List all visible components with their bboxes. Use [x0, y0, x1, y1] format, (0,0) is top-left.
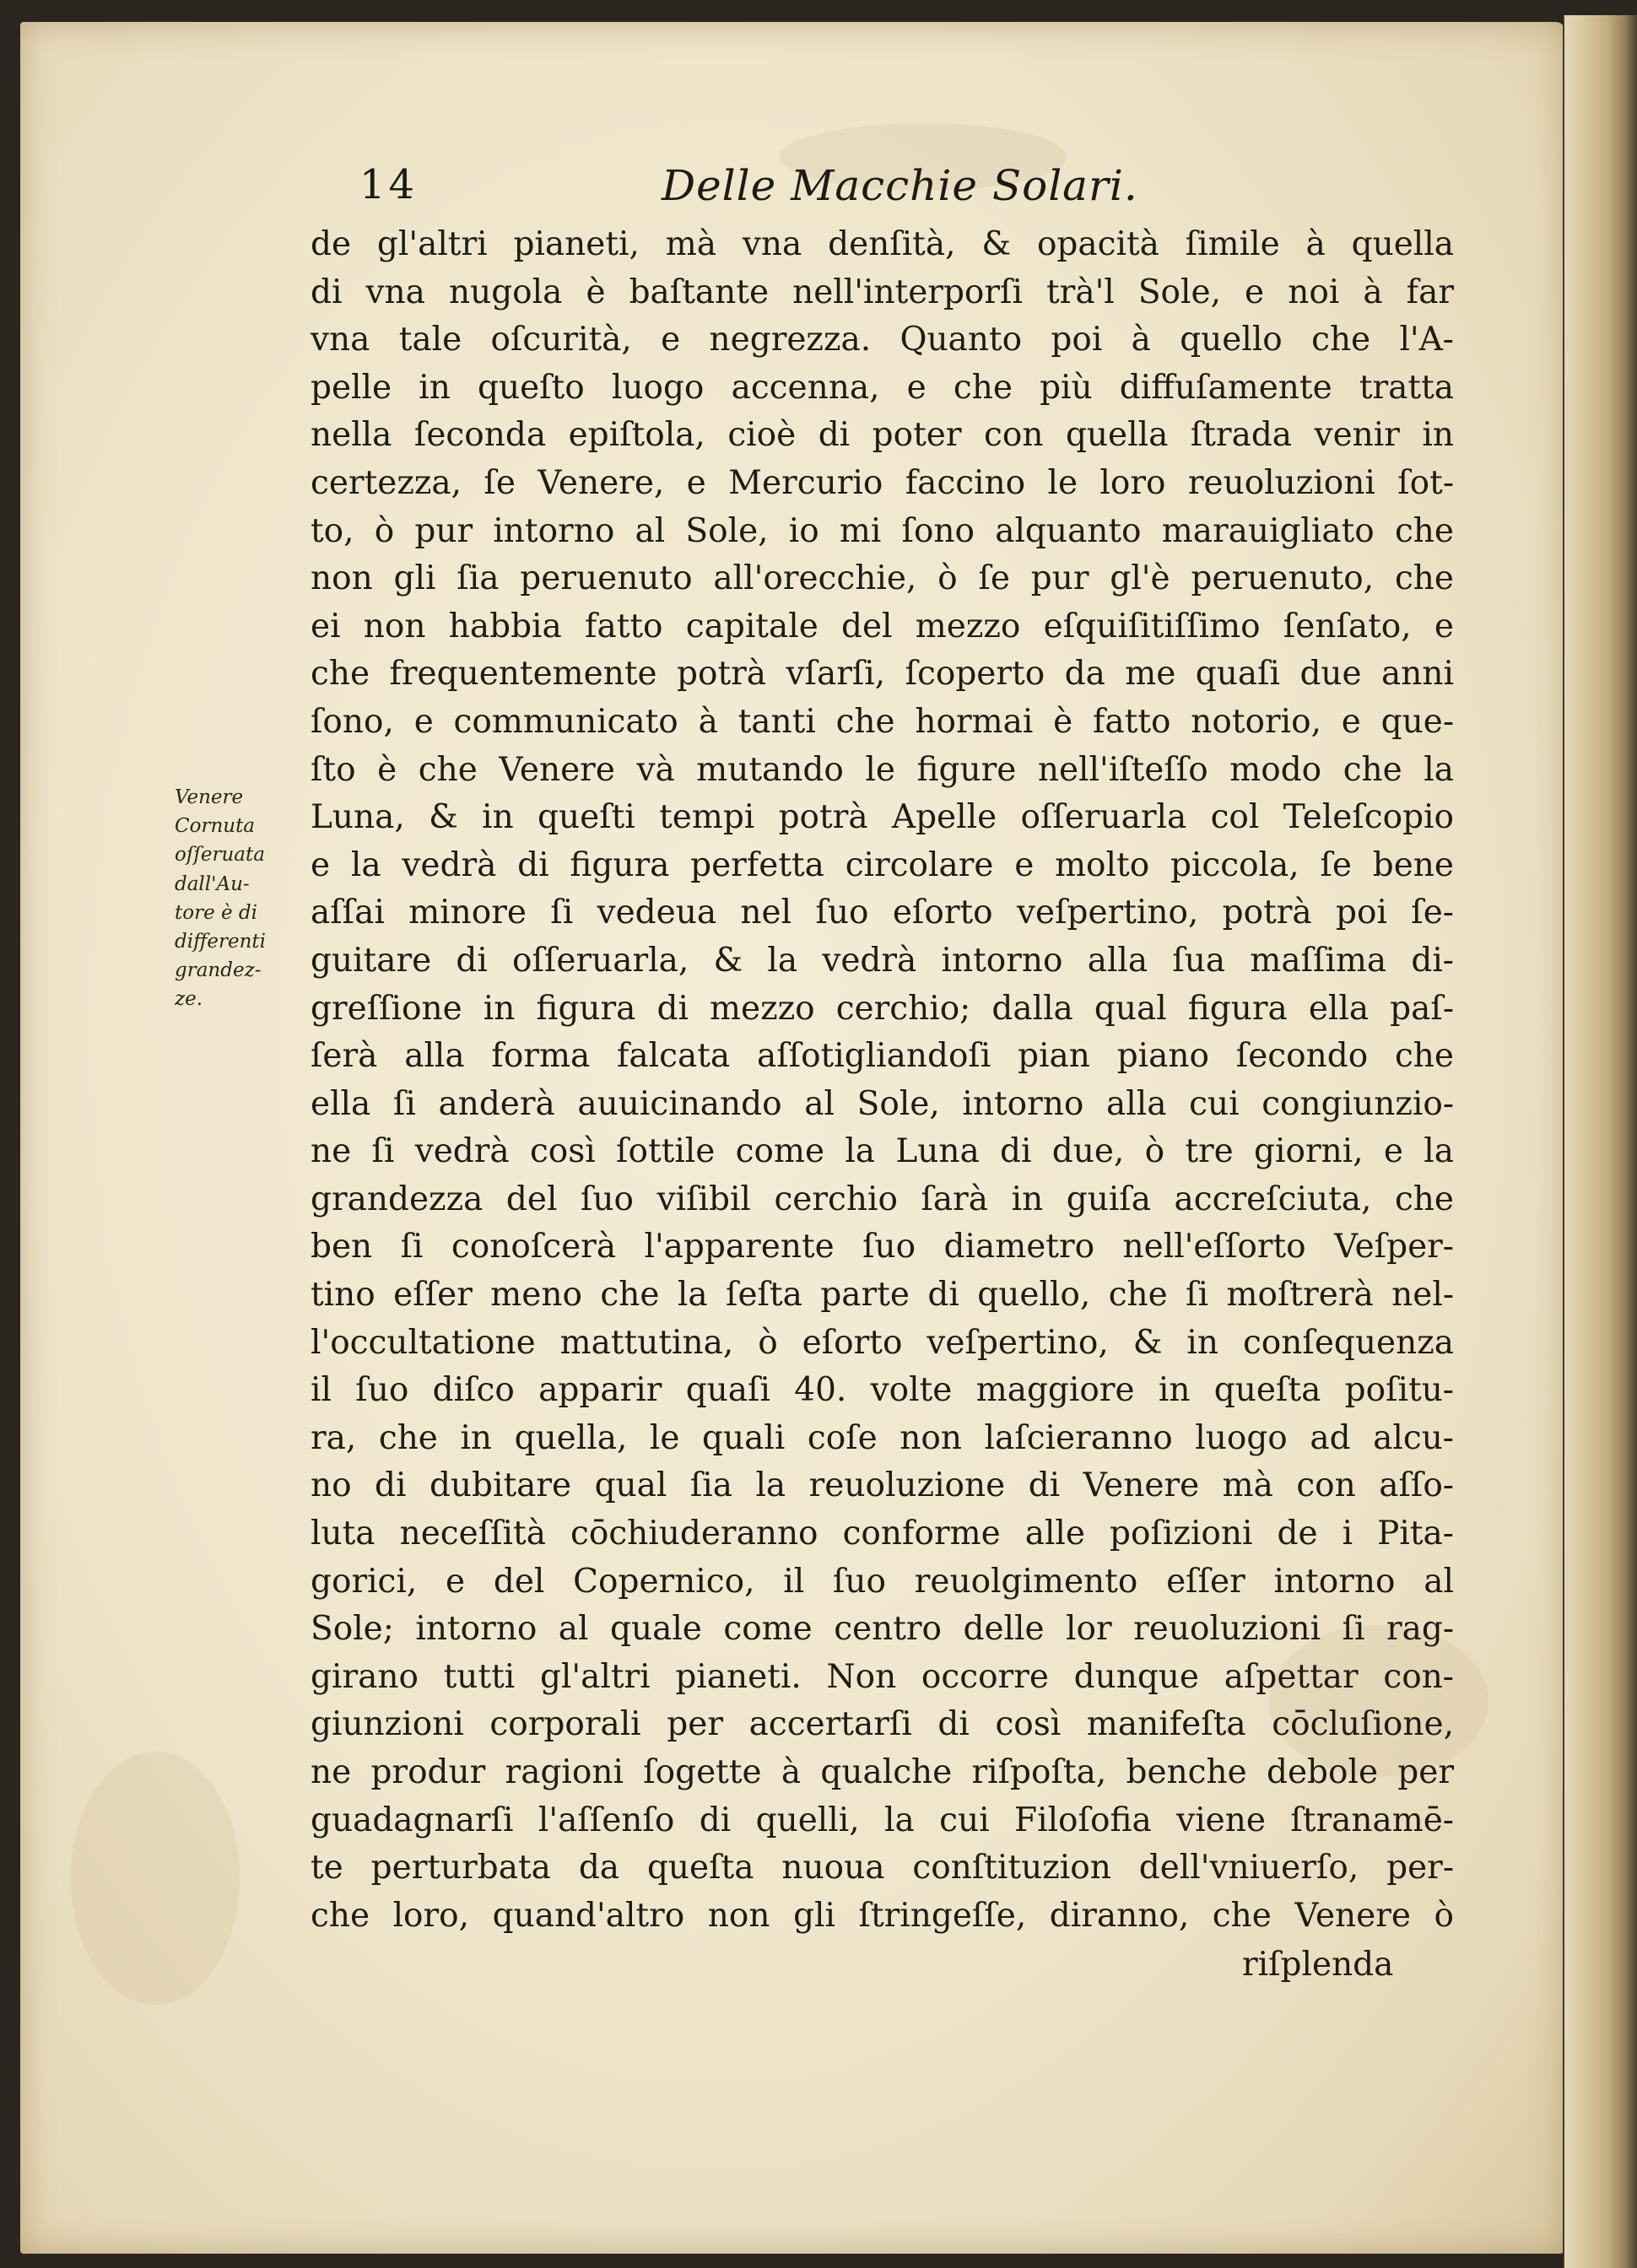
text-line: ſono, e communicato à tanti che hormai è fatto notorio, e que-	[311, 702, 1454, 741]
text-line: te perturbata da queſta nuoua conſtituzion dell'vniuerſo, per-	[311, 1849, 1454, 1887]
text-line: ſerà alla forma falcata aſſotigliandoſi pian piano ſecondo che	[311, 1037, 1454, 1076]
text-line: nella ſeconda epiſtola, cioè di poter con quella ſtrada venir in	[311, 416, 1454, 455]
text-line: tino eſſer meno che la ſeſta parte di quello, che ſi moſtrerà nel-	[311, 1276, 1454, 1315]
marginal-note	[175, 783, 301, 1014]
marginal-note-line: dall'Au-	[175, 872, 250, 895]
text-line: gorici, e del Copernico, il ſuo reuolgimento eſſer intorno al	[311, 1562, 1454, 1601]
text-line: de gl'altri pianeti, mà vna denſità, & opacità ſimile à quella	[311, 225, 1454, 263]
text-line: l'occultatione mattutina, ò eſorto veſpertino, & in conſequenza	[311, 1323, 1454, 1362]
text-line: guitare di oſſeruarla, & la vedrà intorno alla ſua maſſima di-	[311, 941, 1454, 980]
text-line: che loro, quand'altro non gli ſtringeſſe, diranno, che Venere ò	[311, 1896, 1454, 1935]
text-line: che frequentemente potrà vſarſi, ſcoperto da me quaſi due anni	[311, 655, 1454, 694]
marginal-note-line: tore è di	[175, 901, 258, 924]
text-line: certezza, ſe Venere, e Mercurio faccino le loro reuoluzioni ſot-	[311, 463, 1454, 502]
text-line: to, ò pur intorno al Sole, io mi ſono alquanto marauigliato che	[311, 511, 1454, 550]
body-text	[311, 221, 1454, 1940]
page-header	[20, 161, 1564, 229]
text-line: non gli ſia peruenuto all'orecchie, ò ſe pur gl'è peruenuto, che	[311, 559, 1454, 598]
text-line: di vna nugola è baſtante nell'interporſi trà'l Sole, e noi à far	[311, 273, 1454, 311]
text-line: guadagnarſi l'aſſenſo di quelli, la cui Filoſofia viene ſtranamē-	[311, 1801, 1454, 1839]
page-number: 14	[359, 161, 419, 208]
marginal-note-line: Cornuta	[175, 815, 256, 838]
text-line: ben ſi conoſcerà l'apparente ſuo diametro nell'eſſorto Veſper-	[311, 1228, 1454, 1266]
marginal-note-line: oſſeruata	[175, 844, 265, 867]
text-line: aſſai minore ſi vedeua nel ſuo eſorto veſpertino, potrà poi ſe-	[311, 894, 1454, 932]
text-line: girano tutti gl'altri pianeti. Non occorre dunque aſpettar con-	[311, 1657, 1454, 1696]
book-fore-edge	[1564, 15, 1637, 2268]
text-line: pelle in queſto luogo accenna, e che più diffuſamente tratta	[311, 368, 1454, 407]
text-line: ella ſi anderà auuicinando al Sole, intorno alla cui congiunzio-	[311, 1084, 1454, 1123]
text-line: ne produr ragioni ſogette à qualche riſpoſta, benche debole per	[311, 1753, 1454, 1791]
text-line: ra, che in quella, le quali coſe non laſcieranno luogo ad alcu-	[311, 1418, 1454, 1457]
text-line: ne ſi vedrà così ſottile come la Luna di due, ò tre giorni, e la	[311, 1132, 1454, 1171]
marginal-note-line: ze.	[175, 988, 203, 1011]
text-line: ei non habbia fatto capitale del mezzo eſquiſitiſſimo ſenſato, e	[311, 607, 1454, 645]
text-line: luta neceſſità cōchiuderanno conforme alle poſizioni de i Pita-	[311, 1515, 1454, 1553]
text-line: grandezza del ſuo viſibil cerchio ſarà in guiſa accreſciuta, che	[311, 1180, 1454, 1218]
catchword: riſplenda	[1242, 1946, 1394, 1984]
marginal-note-line: grandez-	[175, 959, 262, 982]
page-leaf	[20, 22, 1564, 2254]
marginal-note-line: differenti	[175, 931, 267, 953]
text-line: e la vedrà di figura perfetta circolare e molto piccola, ſe bene	[311, 845, 1454, 884]
text-line: ſto è che Venere và mutando le figure nell'iſteſſo modo che la	[311, 750, 1454, 789]
marginal-note-line: Venere	[175, 786, 244, 808]
text-line: greſſione in figura di mezzo cerchio; dalla qual figura ella paſ-	[311, 989, 1454, 1028]
text-line: il ſuo diſco apparir quaſi 40. volte maggiore in queſta poſitu-	[311, 1371, 1454, 1410]
text-line: vna tale oſcurità, e negrezza. Quanto poi à quello che l'A-	[311, 321, 1454, 359]
text-line: no di dubitare qual ſia la reuoluzione di Venere mà con aſſo-	[311, 1466, 1454, 1505]
running-title: Delle Macchie Solari.	[662, 161, 1138, 210]
text-line: Luna, & in queſti tempi potrà Apelle oſſeruarla col Teleſcopio	[311, 798, 1454, 837]
text-line: giunzioni corporali per accertarſi di così manifeſta cōcluſione,	[311, 1705, 1454, 1744]
text-line: Sole; intorno al quale come centro delle lor reuoluzioni ſi rag-	[311, 1610, 1454, 1649]
paper-stain	[71, 1752, 240, 2005]
